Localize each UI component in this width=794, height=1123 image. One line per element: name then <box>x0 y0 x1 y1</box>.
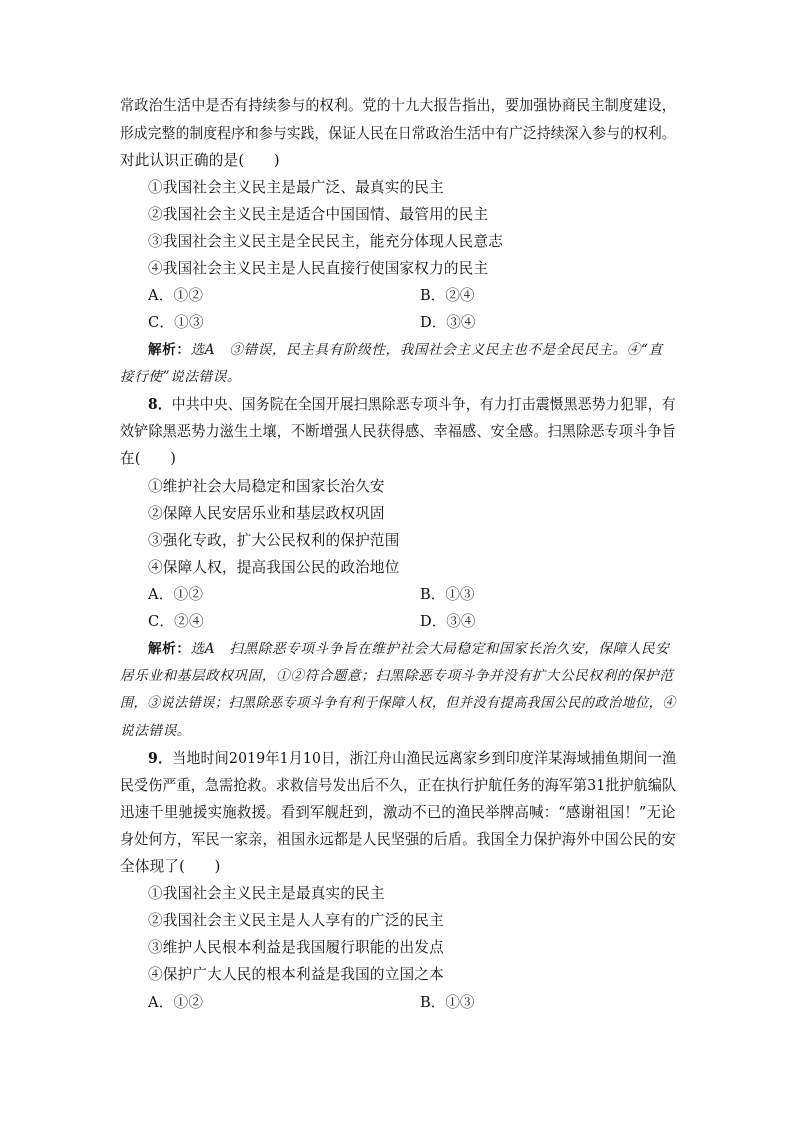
question-text-line: 全体现了( ) <box>120 858 221 875</box>
question-text: 中共中央、国务院在全国开展扫黑除恶专项斗争，有力打击震慑黑恶势力犯罪，有 <box>171 396 676 413</box>
question-text-line: 对此认识正确的是( ) <box>120 152 280 169</box>
explanation-line: 围，③说法错误；扫黑除恶专项斗争有利于保障人权，但并没有提高我国公民的政治地位，④ <box>120 695 676 711</box>
option-d: D．③④ <box>420 613 476 630</box>
option-c: C．①③ <box>148 314 204 331</box>
statement-3: ③强化专政，扩大公民权利的保护范围 <box>148 532 400 549</box>
question-9-line <box>148 749 676 769</box>
option-b: B．②④ <box>420 287 475 304</box>
option-b: B．①③ <box>420 586 475 603</box>
explanation-line: 接行使”说法错误。 <box>120 369 242 385</box>
explanation-text: 选A ③错误，民主具有阶级性，我国社会主义民主也不是全民民主。④“直 <box>190 342 663 358</box>
statement-2: ②我国社会主义民主是人人享有的广泛的民主 <box>148 912 444 929</box>
statement-3: ③维护人民根本利益是我国履行职能的出发点 <box>148 939 444 956</box>
explanation-text: 选A 扫黑除恶专项斗争旨在维护社会大局稳定和国家长治久安，保障人民安 <box>190 641 670 657</box>
question-number: 9． <box>148 750 173 767</box>
statement-1: ①我国社会主义民主是最真实的民主 <box>148 885 385 902</box>
statement-3: ③我国社会主义民主是全民民主，能充分体现人民意志 <box>148 233 504 250</box>
statement-2: ②保障人民安居乐业和基层政权巩固 <box>148 505 385 522</box>
option-a: A．①② <box>148 287 204 304</box>
statement-4: ④我国社会主义民主是人民直接行使国家权力的民主 <box>148 260 489 277</box>
question-number: 8． <box>148 396 172 413</box>
question-8-line <box>148 395 676 415</box>
statement-2: ②我国社会主义民主是适合中国国情、最管用的民主 <box>148 206 489 223</box>
question-text-line: 常政治生活中是否有持续参与的权利。党的十九大报告指出，要加强协商民主制度建设， <box>120 97 676 114</box>
question-text-line: 形成完整的制度程序和参与实践，保证人民在日常政治生活中有广泛持续深入参与的权利。 <box>120 125 676 142</box>
explanation-label: 解析： <box>148 641 191 657</box>
question-text-line: 迅速千里驰援实施救援。看到军舰赶到，激动不已的渔民举牌高喊：“感谢祖国！”无论 <box>120 804 676 821</box>
question-text-line: 在( ) <box>120 450 177 467</box>
option-b: B．①③ <box>420 994 475 1011</box>
question-text: 当地时间2019年1月10日，浙江舟山渔民远离家乡到印度洋某海域捕鱼期间一渔 <box>172 750 677 767</box>
statement-1: ①我国社会主义民主是最广泛、最真实的民主 <box>148 179 444 196</box>
explanation-line <box>148 340 663 360</box>
option-a: A．①② <box>148 994 204 1011</box>
statement-4: ④保护广大人民的根本利益是我国的立国之本 <box>148 966 444 983</box>
explanation-line: 居乐业和基层政权巩固，①②符合题意；扫黑除恶专项斗争并没有扩大公民权利的保护范 <box>120 668 674 684</box>
explanation-line <box>148 639 669 659</box>
option-c: C．②④ <box>148 613 204 630</box>
explanation-label: 解析： <box>148 342 191 358</box>
option-d: D．③④ <box>420 314 476 331</box>
question-text-line: 民受伤严重，急需抢救。求救信号发出后不久，正在执行护航任务的海军第31批护航编队 <box>120 777 677 794</box>
statement-1: ①维护社会大局稳定和国家长治久安 <box>148 478 385 495</box>
option-a: A．①② <box>148 586 204 603</box>
question-text-line: 身处何方，军民一家亲，祖国永远都是人民坚强的后盾。我国全力保护海外中国公民的安 <box>120 831 676 848</box>
question-text-line: 效铲除黑恶势力滋生土壤，不断增强人民获得感、幸福感、安全感。扫黑除恶专项斗争旨 <box>120 423 676 440</box>
statement-4: ④保障人权，提高我国公民的政治地位 <box>148 559 400 576</box>
explanation-line: 说法错误。 <box>120 723 191 739</box>
